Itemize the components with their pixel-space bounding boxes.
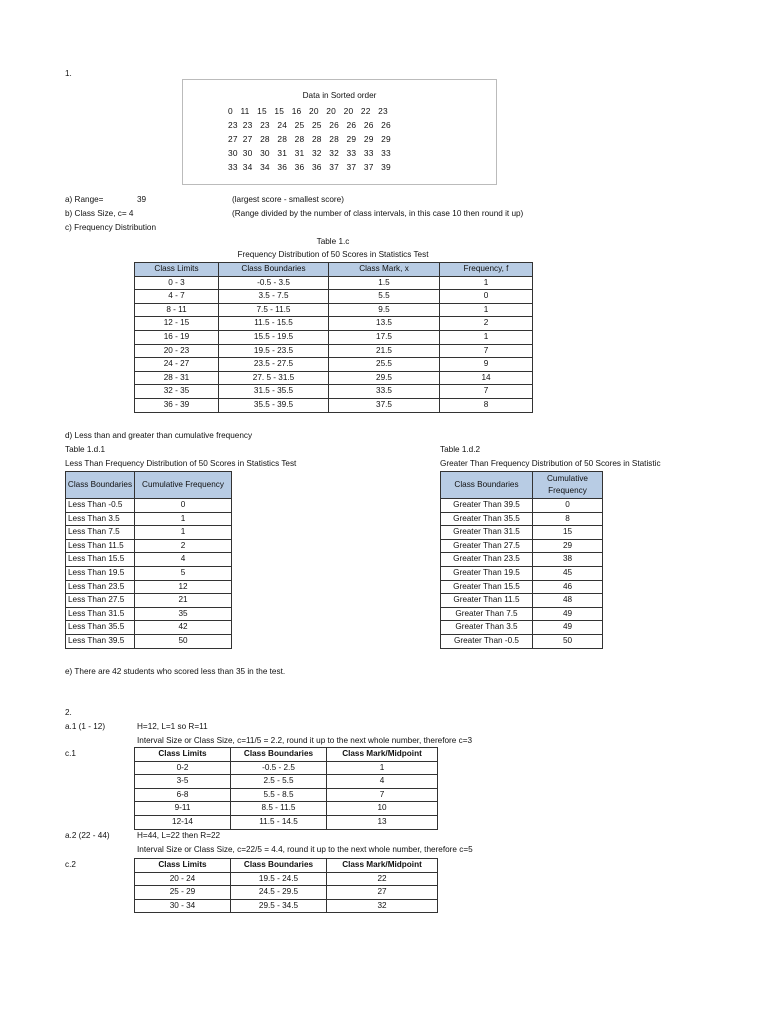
table-cell: 12 - 15	[135, 317, 219, 331]
answer-e: e) There are 42 students who scored less than 35 in the test.	[65, 667, 286, 676]
class-size-label: b) Class Size, c= 4	[65, 209, 134, 218]
table-cell: 49	[533, 621, 603, 635]
table-row	[135, 290, 533, 304]
table-d1-subtitle: Less Than Frequency Distribution of 50 Scores in Statistics Test	[65, 459, 297, 468]
table-row	[66, 607, 232, 621]
column-header: Class Mark/Midpoint	[327, 859, 438, 873]
table-cell: 5.5	[329, 290, 440, 304]
table-row	[441, 553, 603, 567]
table-cell: 1.5	[329, 276, 440, 290]
table-cell: 11.5 - 14.5	[231, 815, 327, 829]
table-cell: 29	[533, 539, 603, 553]
sorted-data-row: 33 34 34 36 36 36 37 37 37 39	[228, 162, 391, 172]
table-c-title: Table 1.c	[316, 237, 350, 246]
sorted-data-row: 23 23 23 24 25 25 26 26 26 26	[228, 120, 391, 130]
table-cell: 30 - 34	[135, 899, 231, 913]
range-note: (largest score - smallest score)	[232, 195, 344, 204]
table-cell: 20 - 23	[135, 344, 219, 358]
table-cell: 15	[533, 526, 603, 540]
table-row	[135, 344, 533, 358]
table-cell: 37.5	[329, 398, 440, 412]
table-row	[66, 512, 232, 526]
class-size-note: (Range divided by the number of class intervals, in this case 10 then round it up)	[232, 209, 524, 218]
table-cell: 28 - 31	[135, 371, 219, 385]
table-cell: 7	[440, 385, 533, 399]
table-cell: 4 - 7	[135, 290, 219, 304]
c2-label: c.2	[65, 860, 76, 869]
table-cell: Less Than 11.5	[66, 539, 135, 553]
table-cell: 0	[440, 290, 533, 304]
table-cell: 11.5 - 15.5	[219, 317, 329, 331]
table-cell: Greater Than 15.5	[441, 580, 533, 594]
a2-text: H=44, L=22 then R=22	[137, 831, 221, 840]
column-header: Class Boundaries	[66, 472, 135, 499]
column-header: Class Mark/Midpoint	[327, 748, 438, 762]
table-row	[135, 303, 533, 317]
table-row	[441, 512, 603, 526]
table-cell: Greater Than 31.5	[441, 526, 533, 540]
table-cell: 15.5 - 19.5	[219, 330, 329, 344]
table-cell: 49	[533, 607, 603, 621]
table-cell: 29.5 - 34.5	[231, 899, 327, 913]
table-cell: 9-11	[135, 802, 231, 816]
table-c-subtitle: Frequency Distribution of 50 Scores in Statistics Test	[237, 250, 429, 259]
table-cell: 1	[440, 276, 533, 290]
table-row	[135, 276, 533, 290]
column-header: Class Mark, x	[329, 263, 440, 277]
column-header: Class Limits	[135, 263, 219, 277]
table-cell: 36 - 39	[135, 398, 219, 412]
class-table-c1	[134, 747, 438, 830]
table-cell: -0.5 - 3.5	[219, 276, 329, 290]
table-cell: 0	[135, 499, 232, 513]
table-row	[135, 385, 533, 399]
table-cell: Less Than 39.5	[66, 634, 135, 648]
table-cell: 7	[440, 344, 533, 358]
table-cell: 2	[135, 539, 232, 553]
table-row	[441, 621, 603, 635]
a2-interval: Interval Size or Class Size, c=22/5 = 4.4, round it up to the next whole number, therefore c=5	[137, 845, 473, 854]
table-cell: 19.5 - 23.5	[219, 344, 329, 358]
table-row	[441, 580, 603, 594]
table-row	[135, 886, 438, 900]
table-cell: 24 - 27	[135, 358, 219, 372]
table-cell: 8	[440, 398, 533, 412]
table-cell: 3.5 - 7.5	[219, 290, 329, 304]
table-cell: 35.5 - 39.5	[219, 398, 329, 412]
table-cell: 13	[327, 815, 438, 829]
table-cell: Less Than -0.5	[66, 499, 135, 513]
table-cell: 46	[533, 580, 603, 594]
table-cell: 19.5 - 24.5	[231, 872, 327, 886]
table-row	[441, 499, 603, 513]
table-cell: Less Than 3.5	[66, 512, 135, 526]
table-d2-subtitle: Greater Than Frequency Distribution of 50 Scores in Statistic	[440, 459, 661, 468]
table-cell: 14	[440, 371, 533, 385]
table-cell: 13.5	[329, 317, 440, 331]
table-row	[441, 594, 603, 608]
column-header: Cumulative Frequency	[533, 472, 603, 499]
table-row	[135, 802, 438, 816]
table-cell: 33.5	[329, 385, 440, 399]
column-header: Cumulative Frequency	[135, 472, 232, 499]
table-cell: 20 - 24	[135, 872, 231, 886]
table-row	[441, 634, 603, 648]
table-cell: 16 - 19	[135, 330, 219, 344]
table-cell: 31.5 - 35.5	[219, 385, 329, 399]
column-header: Class Boundaries	[219, 263, 329, 277]
table-row	[441, 607, 603, 621]
table-cell: Less Than 19.5	[66, 566, 135, 580]
table-cell: 8 - 11	[135, 303, 219, 317]
column-header: Frequency, f	[440, 263, 533, 277]
table-cell: 29.5	[329, 371, 440, 385]
column-header: Class Boundaries	[441, 472, 533, 499]
table-cell: 3-5	[135, 775, 231, 789]
table-row	[135, 317, 533, 331]
table-cell: Greater Than 19.5	[441, 566, 533, 580]
table-cell: 8.5 - 11.5	[231, 802, 327, 816]
table-cell: 48	[533, 594, 603, 608]
table-cell: 42	[135, 621, 232, 635]
table-cell: 1	[440, 330, 533, 344]
table-row	[66, 634, 232, 648]
column-header: Class Boundaries	[231, 748, 327, 762]
table-row	[66, 621, 232, 635]
table-cell: Greater Than 39.5	[441, 499, 533, 513]
table-cell: 12-14	[135, 815, 231, 829]
table-cell: 45	[533, 566, 603, 580]
range-value: 39	[137, 195, 147, 204]
table-cell: 22	[327, 872, 438, 886]
table-row	[135, 761, 438, 775]
table-row	[135, 398, 533, 412]
table-cell: Greater Than 35.5	[441, 512, 533, 526]
table-cell: 32	[327, 899, 438, 913]
table-cell: 7.5 - 11.5	[219, 303, 329, 317]
less-than-table	[65, 471, 232, 649]
table-cell: Greater Than -0.5	[441, 634, 533, 648]
table-d1-title: Table 1.d.1	[65, 445, 106, 454]
a1-label: a.1 (1 - 12)	[65, 722, 106, 731]
q2-number: 2.	[65, 708, 72, 717]
table-row	[66, 539, 232, 553]
table-row	[135, 775, 438, 789]
table-cell: 50	[135, 634, 232, 648]
table-cell: 24.5 - 29.5	[231, 886, 327, 900]
q1-number: 1.	[65, 69, 72, 78]
table-row	[66, 580, 232, 594]
table-cell: Greater Than 27.5	[441, 539, 533, 553]
greater-than-table	[440, 471, 603, 649]
table-row	[66, 553, 232, 567]
table-cell: 1	[440, 303, 533, 317]
table-row	[135, 872, 438, 886]
table-cell: 1	[135, 512, 232, 526]
table-cell: 21.5	[329, 344, 440, 358]
table-cell: 25.5	[329, 358, 440, 372]
table-cell: 21	[135, 594, 232, 608]
table-cell: 50	[533, 634, 603, 648]
column-header: Class Limits	[135, 859, 231, 873]
sorted-data-title: Data in Sorted order	[302, 91, 377, 100]
table-cell: Greater Than 23.5	[441, 553, 533, 567]
table-row	[441, 566, 603, 580]
table-row	[135, 788, 438, 802]
table-row	[135, 815, 438, 829]
frequency-distribution-label: c) Frequency Distribution	[65, 223, 157, 232]
table-row	[135, 358, 533, 372]
table-cell: -0.5 - 2.5	[231, 761, 327, 775]
table-cell: 9	[440, 358, 533, 372]
table-cell: 0 - 3	[135, 276, 219, 290]
sorted-data-row: 30 30 30 31 31 32 32 33 33 33	[228, 148, 391, 158]
table-cell: 23.5 - 27.5	[219, 358, 329, 372]
table-row	[441, 526, 603, 540]
column-header: Class Limits	[135, 748, 231, 762]
table-cell: 5.5 - 8.5	[231, 788, 327, 802]
table-cell: 17.5	[329, 330, 440, 344]
table-cell: 12	[135, 580, 232, 594]
table-cell: 32 - 35	[135, 385, 219, 399]
a2-label: a.2 (22 - 44)	[65, 831, 110, 840]
table-cell: 10	[327, 802, 438, 816]
table-row	[441, 539, 603, 553]
table-cell: Less Than 15.5	[66, 553, 135, 567]
table-cell: 9.5	[329, 303, 440, 317]
a1-text: H=12, L=1 so R=11	[137, 722, 208, 731]
table-cell: 25 - 29	[135, 886, 231, 900]
c1-label: c.1	[65, 749, 76, 758]
table-row	[135, 899, 438, 913]
table-cell: 4	[327, 775, 438, 789]
table-cell: Less Than 35.5	[66, 621, 135, 635]
table-cell: 4	[135, 553, 232, 567]
cumulative-frequency-label: d) Less than and greater than cumulative frequency	[65, 431, 253, 440]
table-cell: 7	[327, 788, 438, 802]
a1-interval: Interval Size or Class Size, c=11/5 = 2.2, round it up to the next whole number, therefore c=3	[137, 736, 473, 745]
table-cell: 35	[135, 607, 232, 621]
table-cell: 6-8	[135, 788, 231, 802]
table-cell: 8	[533, 512, 603, 526]
table-cell: 1	[135, 526, 232, 540]
table-cell: 0	[533, 499, 603, 513]
class-table-c2	[134, 858, 438, 913]
table-cell: 1	[327, 761, 438, 775]
table-cell: 2	[440, 317, 533, 331]
table-cell: 5	[135, 566, 232, 580]
table-cell: 27. 5 - 31.5	[219, 371, 329, 385]
table-cell: 27	[327, 886, 438, 900]
range-label: a) Range=	[65, 195, 104, 204]
table-row	[66, 499, 232, 513]
table-cell: Greater Than 3.5	[441, 621, 533, 635]
table-row	[66, 594, 232, 608]
table-cell: 38	[533, 553, 603, 567]
table-d2-title: Table 1.d.2	[440, 445, 481, 454]
frequency-distribution-table	[134, 262, 533, 413]
column-header: Class Boundaries	[231, 859, 327, 873]
table-cell: Less Than 27.5	[66, 594, 135, 608]
table-cell: Less Than 7.5	[66, 526, 135, 540]
table-row	[135, 371, 533, 385]
table-cell: Greater Than 7.5	[441, 607, 533, 621]
table-row	[135, 330, 533, 344]
table-cell: Greater Than 11.5	[441, 594, 533, 608]
sorted-data-row: 27 27 28 28 28 28 28 29 29 29	[228, 134, 391, 144]
table-cell: Less Than 23.5	[66, 580, 135, 594]
sorted-data-row: 0 11 15 15 16 20 20 20 22 23	[228, 106, 388, 116]
table-row	[66, 566, 232, 580]
table-cell: Less Than 31.5	[66, 607, 135, 621]
sorted-data-box	[182, 79, 497, 185]
table-cell: 2.5 - 5.5	[231, 775, 327, 789]
table-cell: 0-2	[135, 761, 231, 775]
table-row	[66, 526, 232, 540]
